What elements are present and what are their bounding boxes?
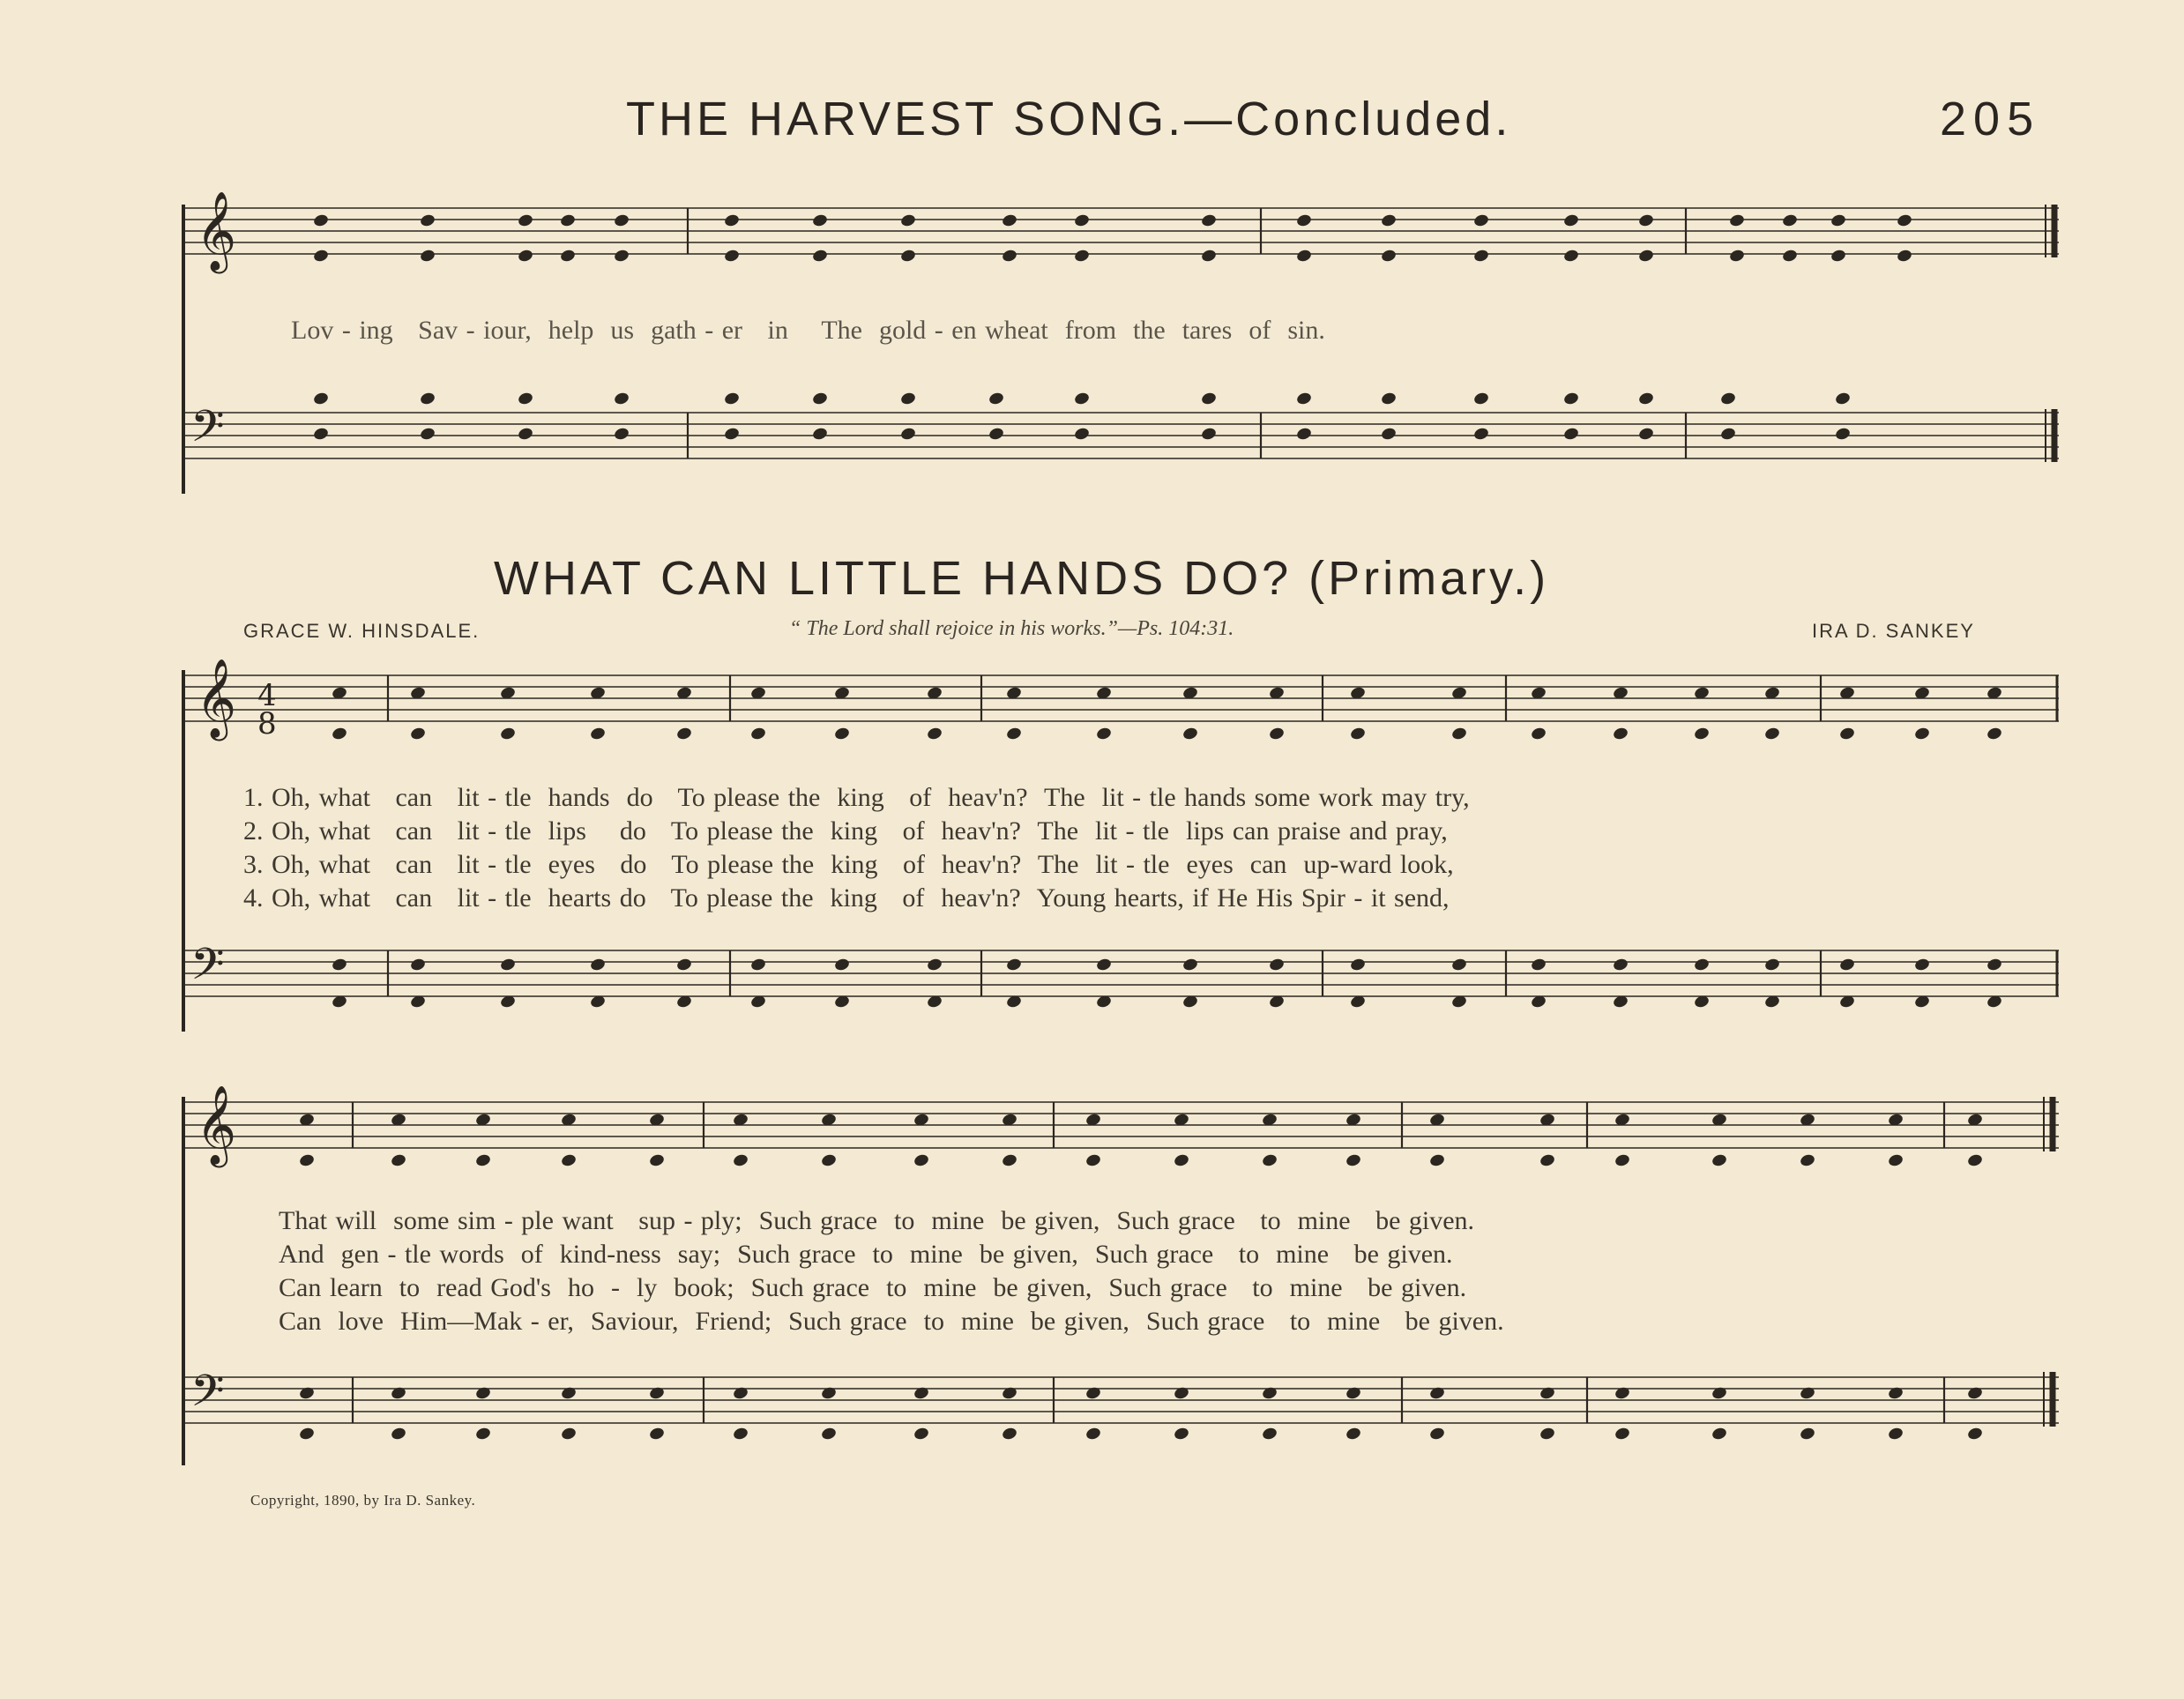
note-head: [675, 958, 692, 972]
note-head: [1472, 249, 1489, 264]
note-head: [613, 391, 630, 406]
note-head: [474, 1427, 491, 1442]
note-head: [1181, 727, 1198, 741]
note-head: [1612, 727, 1629, 741]
note-head: [1530, 727, 1547, 741]
note-head: [1261, 1427, 1278, 1442]
note-head: [1295, 249, 1312, 264]
note-head: [1200, 249, 1217, 264]
note-head: [1428, 1427, 1445, 1442]
note-head: [648, 1386, 665, 1401]
treble-staff-harvest: [185, 208, 2059, 254]
note-head: [1428, 1153, 1445, 1168]
note-head: [589, 727, 606, 741]
note-head: [419, 427, 436, 442]
verse-4-line-2: Can love Him—Mak - er, Saviour, Friend; Such grace to mine be given, Such grace to mine be given.: [279, 1307, 1504, 1336]
note-head: [1562, 249, 1579, 264]
note-head: [1472, 391, 1489, 406]
note-head: [1781, 249, 1798, 264]
note-head: [723, 391, 740, 406]
note-head: [1380, 213, 1397, 228]
note-head: [559, 213, 576, 228]
note-head: [312, 391, 329, 406]
verse-2-line-2: And gen - tle words of kind-ness say; Such grace to mine be given, Such grace to mine be given.: [279, 1240, 1453, 1269]
note-head: [1637, 213, 1654, 228]
note-head: [474, 1153, 491, 1168]
note-head: [499, 958, 516, 972]
note-head: [1001, 213, 1017, 228]
bass-clef-icon: 𝄢: [190, 401, 225, 463]
note-head: [517, 213, 533, 228]
note-head: [1539, 1386, 1555, 1401]
note-head: [1966, 1427, 1983, 1442]
note-head: [1799, 1427, 1815, 1442]
note-head: [1539, 1427, 1555, 1442]
note-head: [613, 213, 630, 228]
note-head: [1181, 958, 1198, 972]
note-head: [1295, 213, 1312, 228]
note-head: [899, 249, 916, 264]
note-head: [1261, 1386, 1278, 1401]
note-head: [499, 727, 516, 741]
note-head: [560, 1386, 577, 1401]
note-head: [820, 1153, 837, 1168]
note-head: [1887, 1153, 1904, 1168]
note-head: [1268, 958, 1285, 972]
note-head: [1711, 1153, 1727, 1168]
note-head: [409, 727, 426, 741]
note-head: [1719, 391, 1736, 406]
note-head: [1173, 1427, 1189, 1442]
note-head: [732, 1427, 749, 1442]
verse-3-line-1: 3. Oh, what can lit - tle eyes do To please the king of heav'n? The lit - tle eyes can up-ward look,: [243, 850, 1454, 879]
note-head: [1834, 427, 1851, 442]
note-head: [419, 391, 436, 406]
note-head: [811, 249, 828, 264]
note-head: [1349, 958, 1366, 972]
harvest-song-lyric: Lov - ing Sav - iour, help us gath - er in The gold - en wheat from the tares of sin.: [291, 316, 1325, 345]
note-head: [1085, 1153, 1101, 1168]
note-head: [1728, 213, 1745, 228]
verse-2-line-1: 2. Oh, what can lit - tle lips do To please the king of heav'n? The lit - tle lips can praise and pray,: [243, 816, 1448, 846]
note-head: [732, 1153, 749, 1168]
note-head: [1562, 391, 1579, 406]
note-head: [1268, 727, 1285, 741]
note-head: [811, 427, 828, 442]
note-head: [1295, 391, 1312, 406]
note-head: [749, 958, 766, 972]
treble-clef-icon: 𝄞: [196, 659, 237, 738]
note-head: [517, 391, 533, 406]
note-head: [723, 249, 740, 264]
note-head: [1450, 958, 1467, 972]
note-head: [1896, 213, 1912, 228]
note-head: [331, 727, 347, 741]
note-head: [1345, 1427, 1361, 1442]
note-head: [1530, 958, 1547, 972]
note-head: [1173, 1153, 1189, 1168]
note-head: [1349, 727, 1366, 741]
treble-staff-hymn-2: [185, 1102, 2059, 1148]
note-head: [913, 1427, 929, 1442]
note-head: [1781, 213, 1798, 228]
note-head: [298, 1386, 315, 1401]
note-head: [1005, 958, 1022, 972]
note-head: [1261, 1153, 1278, 1168]
note-head: [613, 427, 630, 442]
note-head: [1380, 249, 1397, 264]
note-head: [820, 1427, 837, 1442]
note-head: [1073, 249, 1090, 264]
note-head: [988, 391, 1004, 406]
note-head: [926, 958, 943, 972]
note-head: [1200, 391, 1217, 406]
note-head: [390, 1386, 406, 1401]
note-head: [1799, 1386, 1815, 1401]
note-head: [1693, 958, 1710, 972]
copyright-notice: Copyright, 1890, by Ira D. Sankey.: [250, 1492, 476, 1509]
note-head: [517, 249, 533, 264]
note-head: [1913, 727, 1930, 741]
note-head: [1711, 1427, 1727, 1442]
note-head: [1173, 1386, 1189, 1401]
verse-1-line-1: 1. Oh, what can lit - tle hands do To please the king of heav'n? The lit - tle hands some work may try,: [243, 783, 1470, 812]
note-head: [988, 427, 1004, 442]
note-head: [1073, 427, 1090, 442]
note-head: [517, 427, 533, 442]
note-head: [1614, 1153, 1630, 1168]
note-head: [1200, 427, 1217, 442]
note-head: [913, 1153, 929, 1168]
note-head: [648, 1153, 665, 1168]
note-head: [1986, 727, 2002, 741]
bass-staff-hymn-2: [185, 1377, 2059, 1423]
note-head: [1834, 391, 1851, 406]
note-head: [1095, 958, 1112, 972]
note-head: [1913, 958, 1930, 972]
note-head: [1450, 727, 1467, 741]
hymn-title: WHAT CAN LITTLE HANDS DO? (Primary.): [494, 552, 1550, 605]
verse-3-line-2: Can learn to read God's ho - ly book; Such grace to mine be given, Such grace to mine be given.: [279, 1273, 1467, 1302]
note-head: [1830, 213, 1846, 228]
note-head: [613, 249, 630, 264]
note-head: [298, 1153, 315, 1168]
bass-clef-icon: 𝄢: [190, 1366, 225, 1427]
note-head: [1711, 1386, 1727, 1401]
note-head: [1005, 727, 1022, 741]
scripture-reference: “ The Lord shall rejoice in his works.”—Ps. 104:31.: [789, 617, 1234, 640]
note-head: [1428, 1386, 1445, 1401]
note-head: [589, 958, 606, 972]
note-head: [1830, 249, 1846, 264]
time-signature-top: 4: [257, 678, 277, 713]
note-head: [723, 427, 740, 442]
note-head: [560, 1427, 577, 1442]
bass-clef-icon: 𝄢: [190, 939, 225, 1001]
note-head: [1637, 249, 1654, 264]
treble-clef-icon: 𝄞: [196, 1085, 237, 1165]
note-head: [1966, 1153, 1983, 1168]
note-head: [899, 427, 916, 442]
note-head: [1073, 391, 1090, 406]
note-head: [1472, 427, 1489, 442]
note-head: [899, 213, 916, 228]
note-head: [312, 427, 329, 442]
note-head: [1693, 727, 1710, 741]
note-head: [1763, 958, 1780, 972]
note-head: [833, 727, 850, 741]
note-head: [419, 249, 436, 264]
bass-staff-hymn-1: [185, 950, 2059, 996]
hymn-composer: IRA D. SANKEY: [1812, 620, 1975, 642]
note-head: [1838, 727, 1855, 741]
note-head: [1896, 249, 1912, 264]
note-head: [1380, 391, 1397, 406]
note-head: [1614, 1386, 1630, 1401]
note-head: [1728, 249, 1745, 264]
note-head: [723, 213, 740, 228]
note-head: [1612, 958, 1629, 972]
bass-staff-harvest: [185, 413, 2059, 458]
verse-4-line-1: 4. Oh, what can lit - tle hearts do To please the king of heav'n? Young hearts, if He His Spir - it send,: [243, 883, 1450, 913]
note-head: [899, 391, 916, 406]
note-head: [1085, 1427, 1101, 1442]
note-head: [1562, 213, 1579, 228]
note-head: [409, 958, 426, 972]
note-head: [1001, 1386, 1017, 1401]
note-head: [331, 958, 347, 972]
note-head: [298, 1427, 315, 1442]
page-number: 205: [1940, 93, 2041, 145]
note-head: [1345, 1386, 1361, 1401]
time-signature-bottom: 8: [257, 706, 277, 741]
note-head: [1295, 427, 1312, 442]
note-head: [1472, 213, 1489, 228]
note-head: [1001, 1427, 1017, 1442]
note-head: [312, 213, 329, 228]
note-head: [1073, 213, 1090, 228]
note-head: [811, 391, 828, 406]
treble-clef-icon: 𝄞: [196, 191, 237, 271]
note-head: [749, 727, 766, 741]
note-head: [811, 213, 828, 228]
note-head: [1799, 1153, 1815, 1168]
note-head: [1539, 1153, 1555, 1168]
note-head: [1966, 1386, 1983, 1401]
note-head: [559, 249, 576, 264]
note-head: [913, 1386, 929, 1401]
note-head: [474, 1386, 491, 1401]
note-head: [675, 727, 692, 741]
note-head: [1562, 427, 1579, 442]
note-head: [312, 249, 329, 264]
note-head: [1001, 249, 1017, 264]
note-head: [1095, 727, 1112, 741]
note-head: [1345, 1153, 1361, 1168]
note-head: [1637, 391, 1654, 406]
note-head: [1719, 427, 1736, 442]
note-head: [390, 1427, 406, 1442]
note-head: [732, 1386, 749, 1401]
note-head: [1887, 1386, 1904, 1401]
note-head: [1200, 213, 1217, 228]
note-head: [1614, 1427, 1630, 1442]
note-head: [833, 958, 850, 972]
verse-1-line-2: That will some sim - ple want sup - ply; Such grace to mine be given, Such grace to mine be given.: [279, 1206, 1475, 1235]
note-head: [1763, 727, 1780, 741]
running-title: THE HARVEST SONG.—Concluded.: [626, 93, 1512, 145]
note-head: [1838, 958, 1855, 972]
hymn-author: GRACE W. HINSDALE.: [243, 620, 481, 642]
note-head: [1887, 1427, 1904, 1442]
note-head: [560, 1153, 577, 1168]
note-head: [926, 727, 943, 741]
note-head: [419, 213, 436, 228]
note-head: [648, 1427, 665, 1442]
note-head: [1085, 1386, 1101, 1401]
note-head: [1637, 427, 1654, 442]
note-head: [390, 1153, 406, 1168]
treble-staff-hymn-1: [185, 675, 2059, 721]
note-head: [1001, 1153, 1017, 1168]
note-head: [820, 1386, 837, 1401]
note-head: [1380, 427, 1397, 442]
note-head: [1986, 958, 2002, 972]
